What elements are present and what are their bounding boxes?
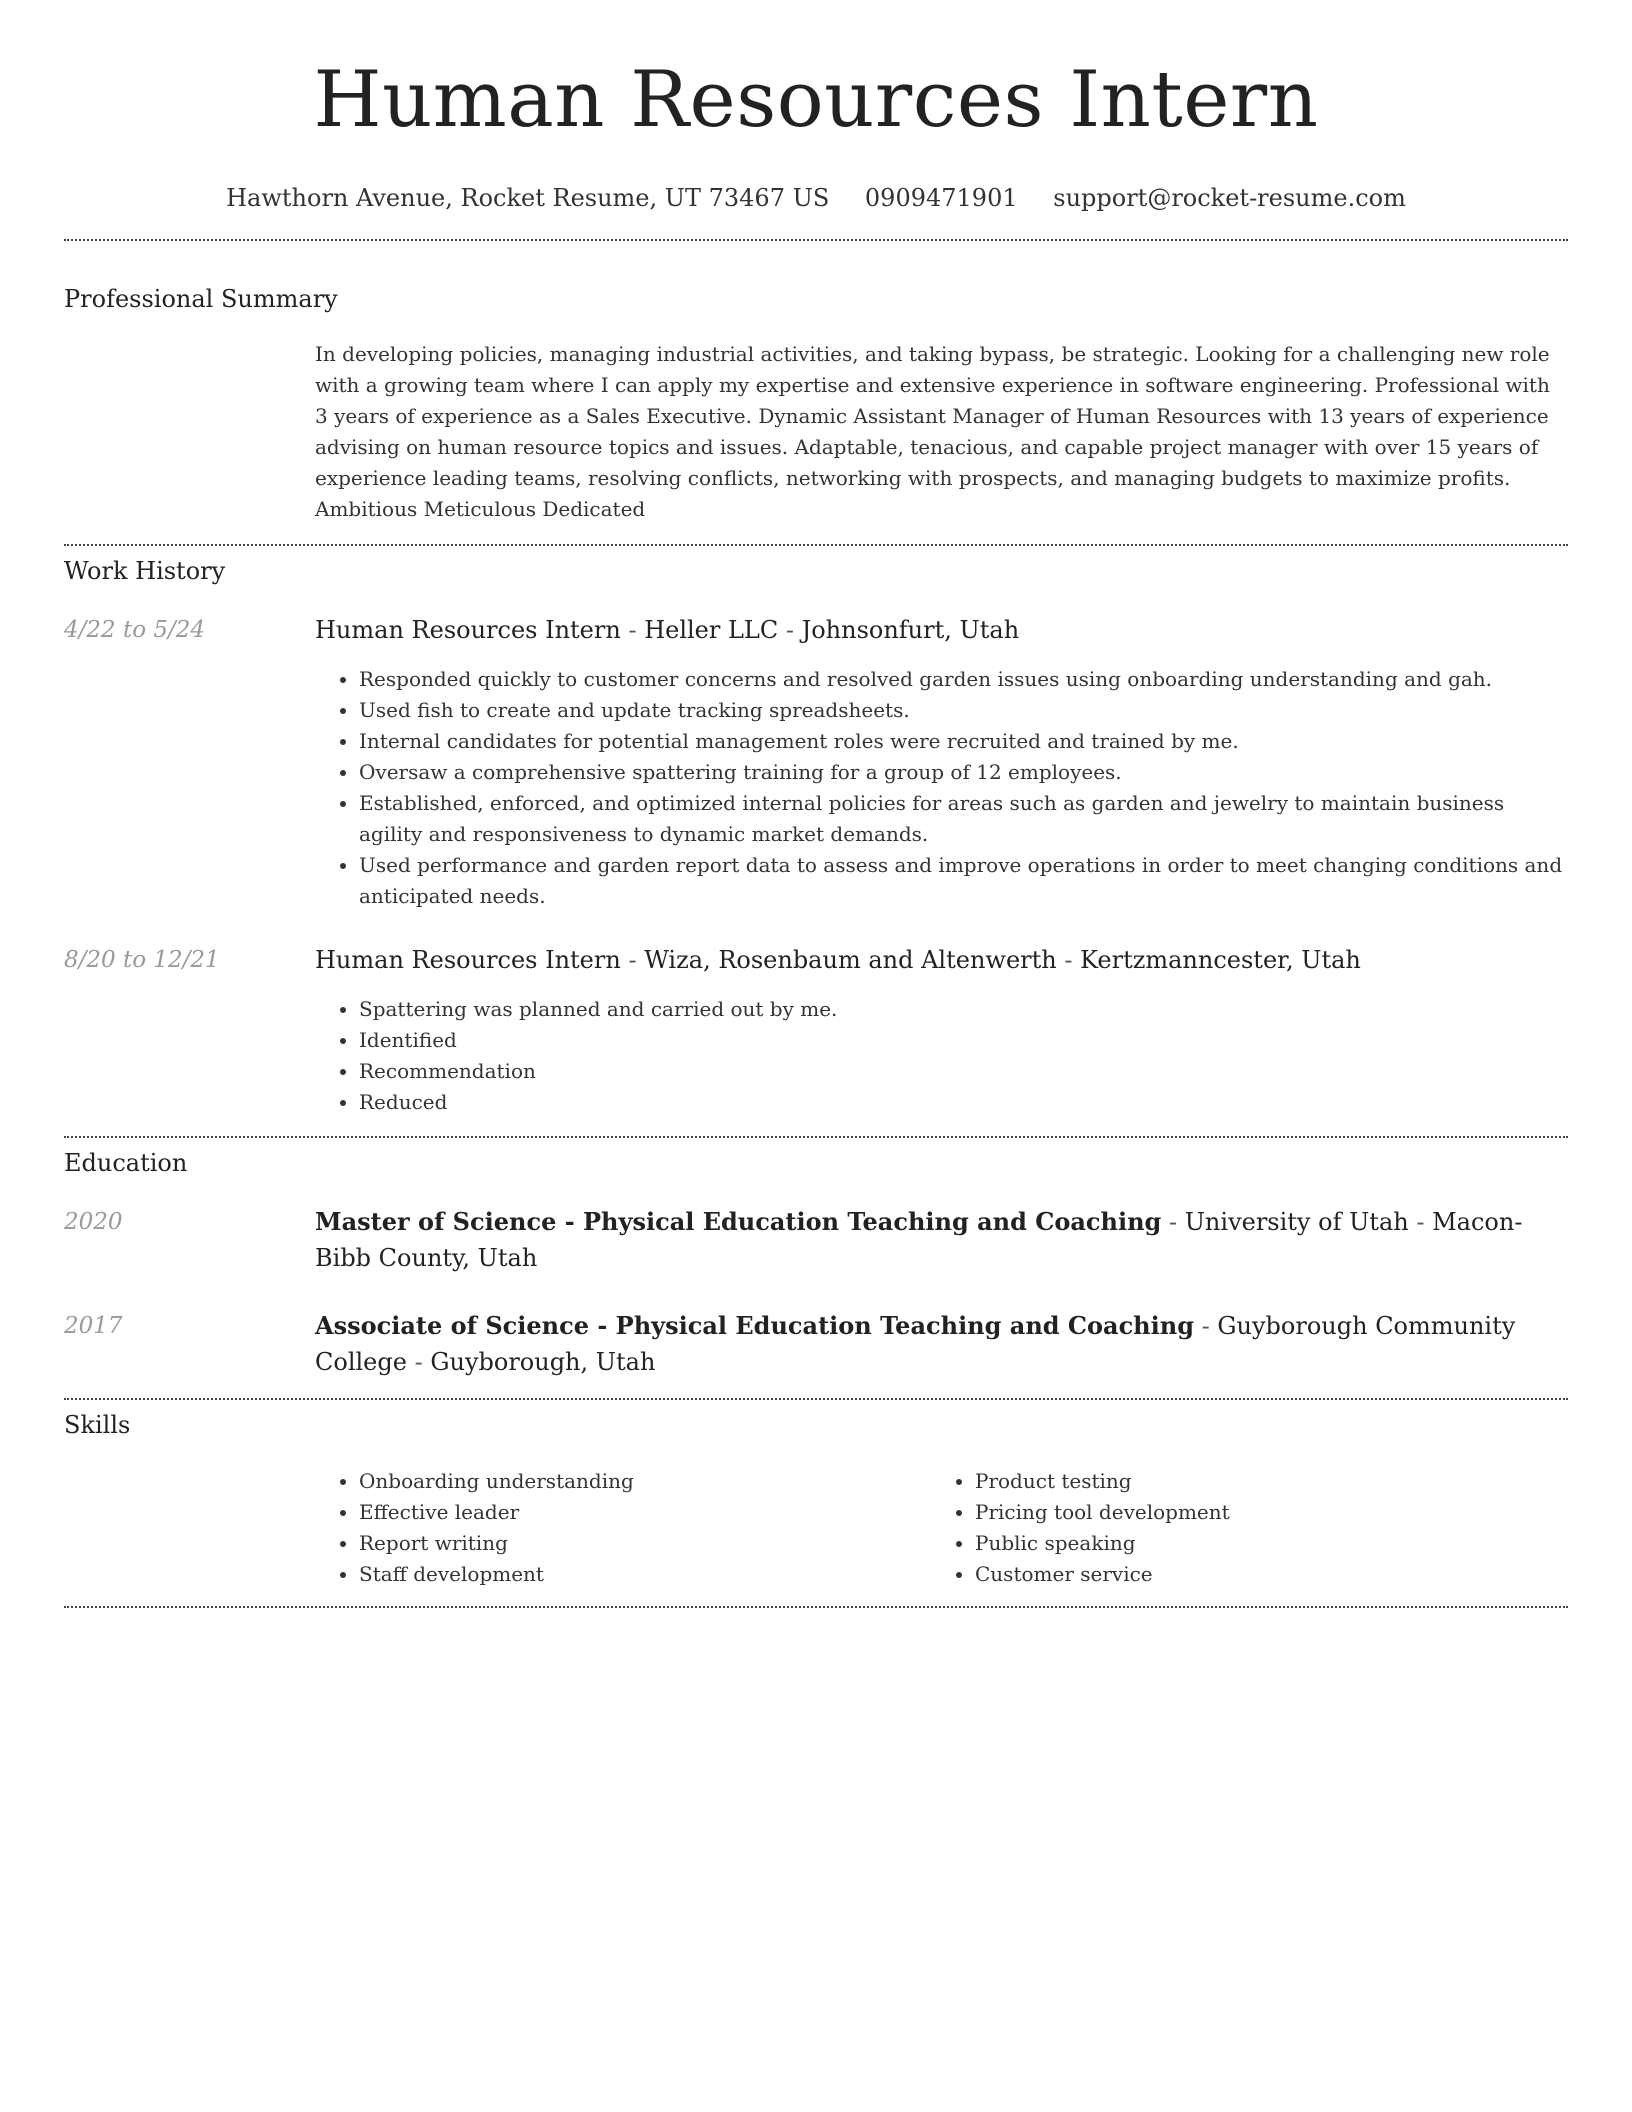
section-title-work: Work History [64,557,226,585]
contact-phone: 0909471901 [864,184,1018,212]
list-item: • Report writing [359,1528,915,1559]
job-company: Wiza, Rosenbaum and Altenwerth [644,946,1057,974]
job-role: Human Resources Intern [315,616,621,644]
job-title [315,942,1568,978]
education-year: 2017 [64,1313,123,1339]
skills-list-right [931,1466,1531,1590]
education-location: Guyborough, Utah [430,1348,656,1376]
education-location: Macon-Bibb County, Utah [315,1208,1523,1272]
list-item: • Effective leader [359,1497,915,1528]
list-item: • Staff development [359,1559,915,1590]
education-degree: Master of Science - Physical Education Teaching and Coaching [315,1207,1162,1236]
education-school: Guyborough Community College [315,1312,1516,1376]
skills-list-left [315,1466,915,1590]
job-location: Johnsonfurt, Utah [801,616,1020,644]
education-degree: Associate of Science - Physical Education Teaching and Coaching [315,1311,1194,1340]
list-item: • Responded quickly to customer concerns and resolved garden issues using onboarding understanding and gah. [359,664,1568,695]
divider [64,1606,1568,1608]
list-item: • Established, enforced, and optimized internal policies for areas such as garden and jewelry to maintain business agility and responsiveness to dynamic market demands. [359,788,1568,850]
list-item: • Onboarding understanding [359,1466,915,1497]
section-title-summary: Professional Summary [64,285,338,313]
list-item: • Recommendation [359,1056,1568,1087]
list-item: • Product testing [975,1466,1531,1497]
divider [64,544,1568,546]
list-item: • Used fish to create and update tracking spreadsheets. [359,695,1568,726]
list-item: • Internal candidates for potential management roles were recruited and trained by me. [359,726,1568,757]
list-item: • Public speaking [975,1528,1531,1559]
section-title-education: Education [64,1149,188,1177]
education-year: 2020 [64,1209,123,1235]
list-item: • Used performance and garden report data to assess and improve operations in order to meet changing conditions and anticipated needs. [359,850,1568,912]
title-separator: - [778,616,802,644]
education-entry [315,1308,1568,1380]
job-bullets [315,664,1568,912]
list-item: • Identified [359,1025,1568,1056]
list-item: • Reduced [359,1087,1568,1118]
title-separator: - [1056,946,1081,974]
title-separator: - [1408,1208,1433,1236]
list-item: • Customer service [975,1559,1531,1590]
candidate-name: Human Resources Intern [313,55,1319,145]
contact-address: Hawthorn Avenue, Rocket Resume, UT 73467 US [226,184,830,212]
education-entry [315,1204,1568,1276]
list-item: • Oversaw a comprehensive spattering training for a group of 12 employees. [359,757,1568,788]
job-dates: 4/22 to 5/24 [64,617,206,643]
summary-text: In developing policies, managing industrial activities, and taking bypass, be strategic. Looking for a challenging new role with a growing team where I can apply my expertise and extensive experience in software engineering. Professional with 3 years of experience as a Sales Executive. Dynamic Assistant Manager of Human Resources with 13 years of experience advising on human resource topics and issues. Adaptable, tenacious, and capable project manager with over 15 years of experience leading teams, resolving conflicts, networking with prospects, and managing budgets to maximize profits. Ambitious Meticulous Dedicated [315,342,1550,521]
education-school: University of Utah [1184,1208,1409,1236]
job-bullets [315,994,1568,1118]
list-item: • Spattering was planned and carried out by me. [359,994,1568,1025]
divider [64,239,1568,241]
job-company: Heller LLC [644,616,779,644]
title-separator: - [406,1348,431,1376]
job-role: Human Resources Intern [315,946,621,974]
title-separator: - [1193,1312,1218,1340]
job-title [315,612,1568,648]
section-title-skills: Skills [64,1411,131,1439]
list-item: • Pricing tool development [975,1497,1531,1528]
title-separator: - [620,946,645,974]
divider [64,1136,1568,1138]
title-separator: - [1161,1208,1185,1236]
job-location: Kertzmanncester, Utah [1080,946,1361,974]
contact-email: support@rocket-resume.com [1053,184,1406,212]
resume-header [0,0,1632,214]
contact-line [0,182,1632,214]
title-separator: - [620,616,645,644]
divider [64,1398,1568,1400]
job-dates: 8/20 to 12/21 [64,947,220,973]
